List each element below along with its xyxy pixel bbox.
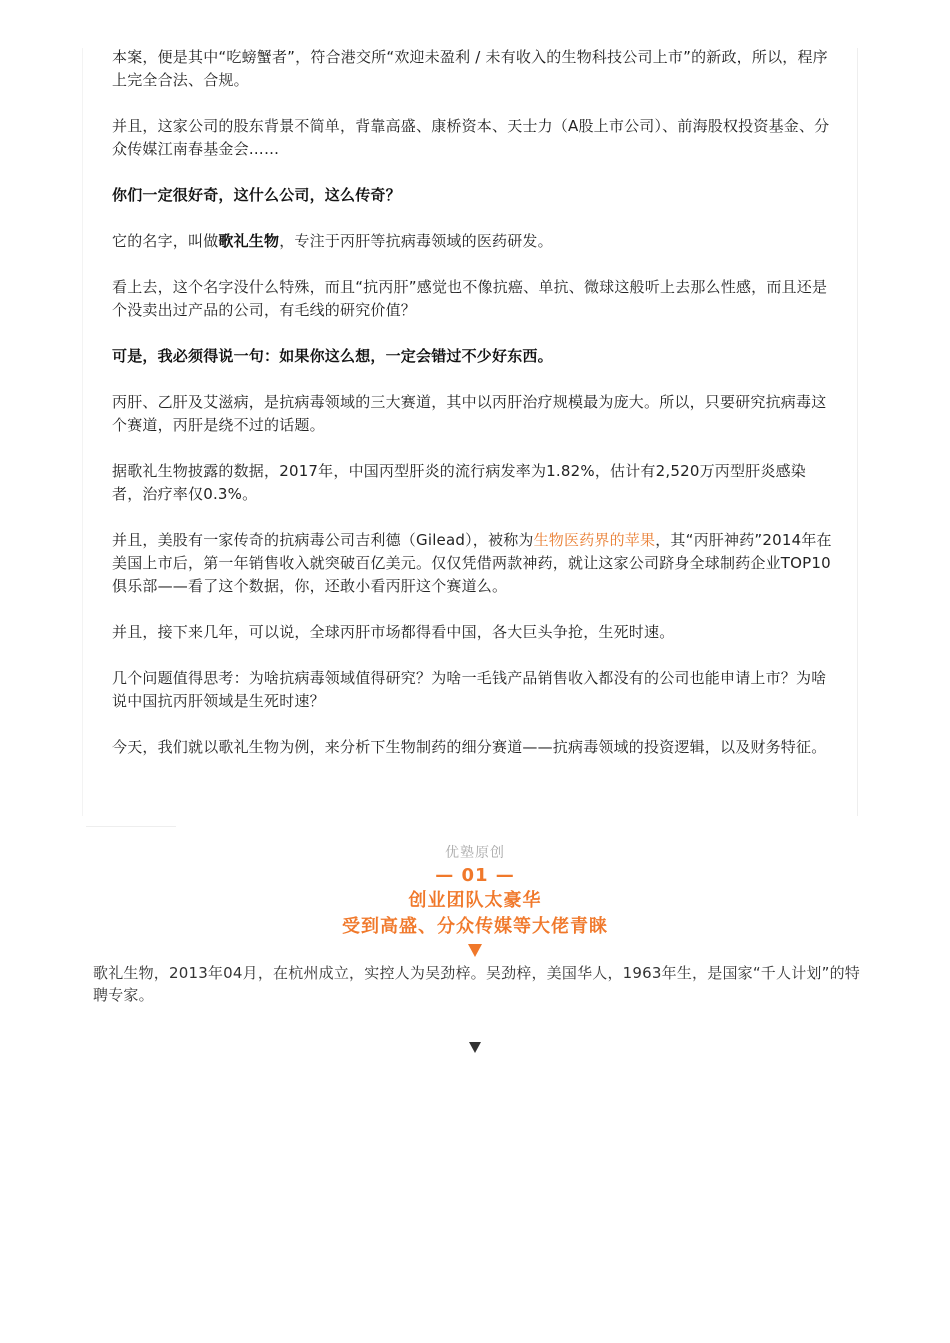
article-body bbox=[112, 46, 832, 782]
paragraph-questions: 几个问题值得思考：为啥抗病毒领域值得研究？为啥一毛钱产品销售收入都没有的公司也能申请上市？为啥说中国抗丙肝领域是生死时速？ bbox=[112, 669, 827, 710]
text-segment: 它的名字，叫做 bbox=[112, 232, 219, 250]
source-label: 优塾原创 bbox=[445, 845, 505, 861]
text-segment: ，其“丙肝神药”2014年在美国上市后，第一年销售收入就突破百亿美元。仅仅凭借两款神药，就让这家公司跻身全球制药企业TOP10俱乐部——看了这个数据，你，还敢小看丙肝这个赛道么。 bbox=[112, 531, 832, 595]
paragraph-statistics: 据歌礼生物披露的数据，2017年，中国丙型肝炎的流行病发率为1.82%，估计有2,520万丙型肝炎感染者，治疗率仅0.3%。 bbox=[112, 462, 806, 503]
section-title-line1: 创业团队太豪华 bbox=[408, 890, 542, 911]
section-title-line2: 受到高盛、分众传媒等大佬青睐 bbox=[342, 916, 608, 937]
paragraph-emphasis: 可是，我必须得说一句：如果你这么想，一定会错过不少好东西。 bbox=[112, 347, 553, 365]
paragraph-market: 并且，接下来几年，可以说，全球丙肝市场都得看中国，各大巨头争抢，生死时速。 bbox=[112, 623, 675, 641]
paragraph-doubt: 看上去，这个名字没什么特殊，而且“抗丙肝”感觉也不像抗癌、单抗、微球这般听上去那么性感，而且还是个没卖出过产品的公司，有毛线的研究价值？ bbox=[112, 278, 828, 319]
paragraph-gilead bbox=[112, 529, 832, 598]
triangle-down-icon bbox=[468, 944, 482, 957]
section-number: — 01 — bbox=[435, 865, 515, 886]
section-header bbox=[0, 842, 950, 957]
text-segment: 并且，美股有一家传奇的抗病毒公司吉利德（Gilead），被称为 bbox=[112, 531, 534, 549]
divider bbox=[86, 826, 176, 827]
paragraph-shareholders: 并且，这家公司的股东背景不简单，背靠高盛、康桥资本、天士力（A股上市公司）、前海股权投资基金、分众传媒江南春基金会…… bbox=[112, 117, 830, 158]
company-name: 歌礼生物 bbox=[218, 232, 280, 250]
section-intro-paragraph: 歌礼生物，2013年04月，在杭州成立，实控人为吴劲梓。吴劲梓，美国华人，1963年生，是国家“千人计划”的特聘专家。 bbox=[93, 964, 860, 1004]
paragraph-intro-ipo: 本案，便是其中“吃螃蟹者”，符合港交所“欢迎未盈利 / 未有收入的生物科技公司上市”的新政，所以，程序上完全合法、合规。 bbox=[112, 48, 828, 89]
paragraph-today: 今天，我们就以歌礼生物为例，来分析下生物制药的细分赛道——抗病毒领域的投资逻辑，以及财务特征。 bbox=[112, 738, 827, 756]
paragraph-antiviral-tracks: 丙肝、乙肝及艾滋病，是抗病毒领域的三大赛道，其中以丙肝治疗规模最为庞大。所以，只要研究抗病毒这个赛道，丙肝是绕不过的话题。 bbox=[112, 393, 827, 434]
triangle-down-icon bbox=[469, 1042, 481, 1053]
highlight-text: 生物医药界的苹果 bbox=[533, 531, 656, 549]
paragraph-question: 你们一定很好奇，这什么公司，这么传奇？ bbox=[112, 186, 401, 204]
text-segment: ，专注于丙肝等抗病毒领域的医药研发。 bbox=[279, 232, 553, 250]
paragraph-company-name bbox=[112, 230, 832, 253]
